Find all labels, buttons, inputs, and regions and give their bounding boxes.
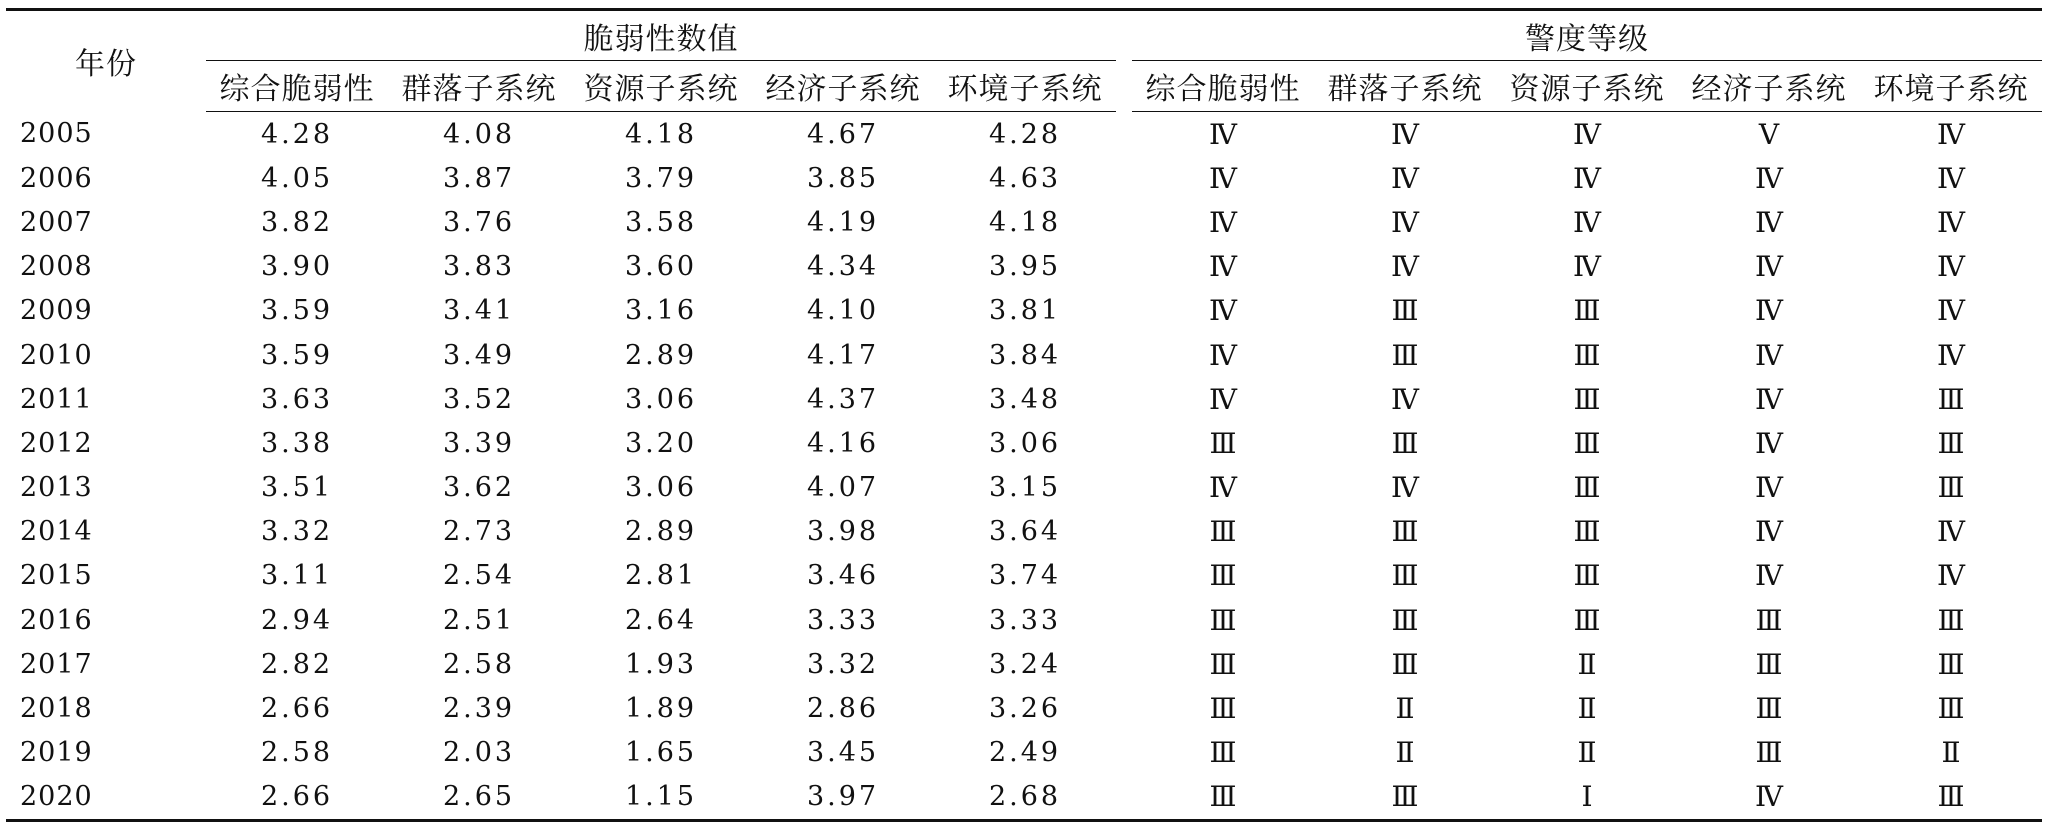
grade-cell: Ⅲ bbox=[1573, 559, 1601, 593]
row-gap bbox=[1116, 686, 1132, 730]
group-header-values-label: 脆弱性数值 bbox=[583, 22, 739, 57]
grade-cell: Ⅳ bbox=[1755, 161, 1783, 195]
value-cell: 3.81 bbox=[988, 295, 1062, 327]
value-cell: 2.65 bbox=[388, 775, 570, 821]
value-cell: 2.39 bbox=[442, 693, 516, 725]
value-cell: 3.49 bbox=[442, 339, 516, 371]
row-gap bbox=[1116, 200, 1132, 244]
value-cell: 3.06 bbox=[624, 472, 698, 504]
table-row bbox=[6, 156, 2042, 200]
grade-cell: Ⅳ bbox=[1755, 382, 1783, 416]
year-cell: 2019 bbox=[20, 737, 93, 769]
grade-cell: Ⅲ bbox=[1937, 603, 1965, 637]
grade-column-header: 综合脆弱性 bbox=[1132, 61, 1314, 112]
grade-cell: Ⅳ bbox=[1755, 338, 1783, 372]
table-row bbox=[6, 686, 2042, 730]
grade-cell: Ⅱ bbox=[1941, 736, 1961, 770]
year-cell: 2016 bbox=[20, 604, 93, 636]
value-cell: 2.66 bbox=[260, 693, 334, 725]
grade-cell: Ⅲ bbox=[1209, 559, 1237, 593]
value-cell: 3.83 bbox=[442, 251, 516, 283]
value-cell: 3.33 bbox=[988, 604, 1062, 636]
table-row bbox=[6, 510, 2042, 554]
value-cell: 2.49 bbox=[988, 737, 1062, 769]
grade-cell: Ⅲ bbox=[1391, 603, 1419, 637]
year-cell: 2013 bbox=[20, 472, 93, 504]
grade-cell: Ⅲ bbox=[1937, 692, 1965, 726]
year-cell: 2012 bbox=[20, 427, 93, 459]
grade-column-header: 资源子系统 bbox=[1496, 61, 1678, 112]
value-cell: 3.62 bbox=[442, 472, 516, 504]
grade-cell: Ⅳ bbox=[1391, 382, 1419, 416]
table-row bbox=[6, 200, 2042, 244]
grade-cell: Ⅳ bbox=[1573, 117, 1601, 151]
year-cell: 2010 bbox=[20, 339, 93, 371]
value-cell: 3.76 bbox=[442, 206, 516, 238]
grade-cell: Ⅱ bbox=[1395, 692, 1415, 726]
grade-cell: Ⅲ bbox=[1937, 471, 1965, 505]
row-gap bbox=[1116, 642, 1132, 686]
row-gap bbox=[1116, 731, 1132, 775]
value-cell: 3.20 bbox=[624, 427, 698, 459]
value-cell: 3.95 bbox=[988, 251, 1062, 283]
value-column-header: 经济子系统 bbox=[752, 61, 934, 112]
grade-cell: Ⅴ bbox=[1758, 117, 1780, 151]
grade-cell: Ⅳ bbox=[1755, 294, 1783, 328]
value-cell: 2.73 bbox=[442, 516, 516, 548]
grade-cell: Ⅳ bbox=[1755, 559, 1783, 593]
value-cell: 2.51 bbox=[442, 604, 516, 636]
grade-cell: Ⅲ bbox=[1391, 426, 1419, 460]
value-cell: 4.63 bbox=[988, 162, 1062, 194]
year-cell: 2009 bbox=[20, 295, 93, 327]
value-column-header: 资源子系统 bbox=[570, 61, 752, 112]
year-cell: 2011 bbox=[20, 383, 93, 415]
grade-cell: Ⅳ bbox=[1755, 426, 1783, 460]
header-row-groups bbox=[6, 10, 2042, 62]
value-cell: 3.79 bbox=[624, 162, 698, 194]
value-cell: 4.34 bbox=[806, 251, 880, 283]
value-cell: 3.33 bbox=[806, 604, 880, 636]
grade-cell: Ⅳ bbox=[1937, 161, 1965, 195]
grade-cell: Ⅱ bbox=[1577, 692, 1597, 726]
value-cell: 3.48 bbox=[988, 383, 1062, 415]
grade-cell: Ⅳ bbox=[1391, 117, 1419, 151]
grade-column-header: 环境子系统 bbox=[1860, 61, 2042, 112]
value-cell: 4.07 bbox=[806, 472, 880, 504]
value-cell: 3.15 bbox=[988, 472, 1062, 504]
vulnerability-table bbox=[6, 8, 2042, 822]
grade-cell: Ⅳ bbox=[1755, 515, 1783, 549]
table-row bbox=[6, 466, 2042, 510]
value-cell: 4.18 bbox=[988, 206, 1062, 238]
grade-cell: Ⅲ bbox=[1209, 692, 1237, 726]
group-header-values bbox=[206, 10, 1116, 62]
grade-cell: Ⅲ bbox=[1209, 736, 1237, 770]
row-gap bbox=[1116, 466, 1132, 510]
year-cell: 2007 bbox=[20, 206, 93, 238]
table-row bbox=[6, 289, 2042, 333]
grade-cell: Ⅲ bbox=[1209, 426, 1237, 460]
grade-cell: Ⅳ bbox=[1937, 515, 1965, 549]
row-gap bbox=[1116, 156, 1132, 200]
value-cell: 3.85 bbox=[806, 162, 880, 194]
value-cell: 4.08 bbox=[442, 118, 516, 150]
value-cell: 2.86 bbox=[806, 693, 880, 725]
table-row bbox=[6, 333, 2042, 377]
table-row bbox=[6, 598, 2042, 642]
grade-cell: Ⅳ bbox=[1209, 117, 1237, 151]
group-header-grades-label: 警度等级 bbox=[1525, 22, 1649, 57]
row-gap bbox=[1116, 377, 1132, 421]
value-cell: 2.66 bbox=[206, 775, 388, 821]
grade-cell: Ⅳ bbox=[1391, 250, 1419, 284]
year-cell: 2020 bbox=[6, 775, 206, 821]
table-row bbox=[6, 377, 2042, 421]
grade-cell: Ⅲ bbox=[1860, 775, 2042, 821]
value-cell: 4.67 bbox=[806, 118, 880, 150]
value-cell: 3.24 bbox=[988, 648, 1062, 680]
grade-cell: Ⅳ bbox=[1937, 338, 1965, 372]
value-cell: 1.89 bbox=[624, 693, 698, 725]
value-cell: 3.39 bbox=[442, 427, 516, 459]
grade-cell: Ⅳ bbox=[1937, 117, 1965, 151]
table-row bbox=[6, 731, 2042, 775]
grade-cell: Ⅲ bbox=[1755, 736, 1783, 770]
row-gap bbox=[1116, 421, 1132, 465]
value-column-header: 环境子系统 bbox=[934, 61, 1116, 112]
value-cell: 3.84 bbox=[988, 339, 1062, 371]
grade-cell: Ⅳ bbox=[1678, 775, 1860, 821]
value-cell: 3.82 bbox=[260, 206, 334, 238]
value-column-header: 综合脆弱性 bbox=[206, 61, 388, 112]
grade-cell: Ⅳ bbox=[1209, 205, 1237, 239]
value-cell: 4.37 bbox=[806, 383, 880, 415]
group-grades-underline bbox=[1132, 60, 2042, 61]
year-header: 年份 bbox=[6, 10, 206, 112]
grade-cell: Ⅳ bbox=[1391, 161, 1419, 195]
value-cell: 2.89 bbox=[624, 339, 698, 371]
grade-cell: Ⅲ bbox=[1937, 426, 1965, 460]
value-cell: 3.59 bbox=[260, 339, 334, 371]
grade-cell: Ⅲ bbox=[1937, 647, 1965, 681]
grade-cell: Ⅲ bbox=[1573, 382, 1601, 416]
grade-cell: Ⅳ bbox=[1209, 250, 1237, 284]
grade-cell: Ⅱ bbox=[1577, 736, 1597, 770]
table-row bbox=[6, 775, 2042, 821]
grade-cell: Ⅲ bbox=[1132, 775, 1314, 821]
value-cell: 3.45 bbox=[806, 737, 880, 769]
value-cell: 3.16 bbox=[624, 295, 698, 327]
value-cell: 2.64 bbox=[624, 604, 698, 636]
table-header bbox=[6, 10, 2042, 112]
value-cell: 4.18 bbox=[624, 118, 698, 150]
grade-cell: Ⅲ bbox=[1314, 775, 1496, 821]
value-cell: 3.98 bbox=[806, 516, 880, 548]
value-cell: 1.65 bbox=[624, 737, 698, 769]
year-cell: 2005 bbox=[20, 118, 93, 150]
value-cell: 3.46 bbox=[806, 560, 880, 592]
group-gap bbox=[1116, 10, 1132, 62]
value-cell: 4.05 bbox=[260, 162, 334, 194]
table-row bbox=[6, 245, 2042, 289]
value-cell: 3.74 bbox=[988, 560, 1062, 592]
value-cell: 2.94 bbox=[260, 604, 334, 636]
grade-cell: Ⅲ bbox=[1209, 647, 1237, 681]
header-row-columns bbox=[6, 61, 2042, 112]
value-cell: 3.58 bbox=[624, 206, 698, 238]
row-gap bbox=[1116, 112, 1132, 157]
value-cell: 3.26 bbox=[988, 693, 1062, 725]
grade-cell: Ⅳ bbox=[1209, 161, 1237, 195]
grade-cell: Ⅲ bbox=[1755, 647, 1783, 681]
value-cell: 2.82 bbox=[260, 648, 334, 680]
group-values-underline bbox=[206, 60, 1116, 61]
grade-cell: Ⅳ bbox=[1209, 382, 1237, 416]
value-cell: 3.06 bbox=[988, 427, 1062, 459]
grade-cell: Ⅲ bbox=[1573, 603, 1601, 637]
grade-cell: Ⅳ bbox=[1209, 338, 1237, 372]
grade-cell: Ⅲ bbox=[1391, 559, 1419, 593]
table-row bbox=[6, 642, 2042, 686]
value-cell: 3.52 bbox=[442, 383, 516, 415]
value-cell: 3.32 bbox=[260, 516, 334, 548]
row-gap bbox=[1116, 510, 1132, 554]
grade-cell: Ⅳ bbox=[1755, 471, 1783, 505]
value-cell: 2.68 bbox=[934, 775, 1116, 821]
value-cell: 3.63 bbox=[260, 383, 334, 415]
value-cell: 3.11 bbox=[260, 560, 334, 592]
year-cell: 2018 bbox=[20, 693, 93, 725]
grade-cell: Ⅲ bbox=[1573, 294, 1601, 328]
grade-cell: Ⅳ bbox=[1937, 559, 1965, 593]
value-cell: 2.89 bbox=[624, 516, 698, 548]
year-cell: 2006 bbox=[20, 162, 93, 194]
value-cell: 4.28 bbox=[988, 118, 1062, 150]
grade-cell: Ⅲ bbox=[1573, 426, 1601, 460]
grade-column-header: 经济子系统 bbox=[1678, 61, 1860, 112]
year-cell: 2017 bbox=[20, 648, 93, 680]
value-cell: 2.81 bbox=[624, 560, 698, 592]
value-cell: 4.17 bbox=[806, 339, 880, 371]
grade-cell: Ⅳ bbox=[1391, 205, 1419, 239]
value-cell: 2.54 bbox=[442, 560, 516, 592]
grade-cell: Ⅳ bbox=[1573, 250, 1601, 284]
grade-column-header: 群落子系统 bbox=[1314, 61, 1496, 112]
grade-cell: Ⅳ bbox=[1937, 205, 1965, 239]
year-cell: 2015 bbox=[20, 560, 93, 592]
grade-cell: Ⅲ bbox=[1391, 515, 1419, 549]
year-cell: 2014 bbox=[20, 516, 93, 548]
grade-cell: Ⅳ bbox=[1755, 250, 1783, 284]
value-cell: 4.19 bbox=[806, 206, 880, 238]
grade-cell: Ⅲ bbox=[1391, 338, 1419, 372]
grade-cell: Ⅲ bbox=[1209, 515, 1237, 549]
value-cell: 3.41 bbox=[442, 295, 516, 327]
grade-cell: Ⅳ bbox=[1391, 471, 1419, 505]
value-cell: 3.32 bbox=[806, 648, 880, 680]
column-gap bbox=[1116, 61, 1132, 112]
row-gap bbox=[1116, 333, 1132, 377]
grade-cell: Ⅲ bbox=[1937, 382, 1965, 416]
table-row bbox=[6, 421, 2042, 465]
value-cell: 3.60 bbox=[624, 251, 698, 283]
row-gap bbox=[1116, 245, 1132, 289]
value-cell: 3.38 bbox=[260, 427, 334, 459]
value-cell: 3.59 bbox=[260, 295, 334, 327]
row-gap bbox=[1116, 289, 1132, 333]
group-header-grades bbox=[1132, 10, 2042, 62]
value-cell: 3.51 bbox=[260, 472, 334, 504]
grade-cell: Ⅲ bbox=[1755, 603, 1783, 637]
value-cell: 2.58 bbox=[442, 648, 516, 680]
table-body bbox=[6, 112, 2042, 821]
value-cell: 3.06 bbox=[624, 383, 698, 415]
grade-cell: Ⅲ bbox=[1573, 338, 1601, 372]
grade-cell: Ⅲ bbox=[1755, 692, 1783, 726]
grade-cell: Ⅳ bbox=[1937, 250, 1965, 284]
grade-cell: Ⅳ bbox=[1573, 205, 1601, 239]
row-gap bbox=[1116, 775, 1132, 821]
grade-cell: Ⅱ bbox=[1395, 736, 1415, 770]
value-cell: 1.15 bbox=[570, 775, 752, 821]
value-cell: 2.58 bbox=[260, 737, 334, 769]
grade-cell: Ⅲ bbox=[1391, 294, 1419, 328]
year-cell: 2008 bbox=[20, 251, 93, 283]
value-cell: 1.93 bbox=[624, 648, 698, 680]
grade-cell: Ⅲ bbox=[1573, 515, 1601, 549]
value-cell: 3.90 bbox=[260, 251, 334, 283]
value-cell: 4.28 bbox=[260, 118, 334, 150]
value-cell: 4.16 bbox=[806, 427, 880, 459]
value-cell: 4.10 bbox=[806, 295, 880, 327]
value-cell: 2.03 bbox=[442, 737, 516, 769]
grade-cell: Ⅳ bbox=[1755, 205, 1783, 239]
row-gap bbox=[1116, 598, 1132, 642]
grade-cell: Ⅰ bbox=[1496, 775, 1678, 821]
grade-cell: Ⅳ bbox=[1209, 294, 1237, 328]
row-gap bbox=[1116, 554, 1132, 598]
grade-cell: Ⅲ bbox=[1209, 603, 1237, 637]
value-cell: 3.64 bbox=[988, 516, 1062, 548]
vulnerability-table-container bbox=[6, 8, 2042, 822]
value-cell: 3.87 bbox=[442, 162, 516, 194]
grade-cell: Ⅲ bbox=[1391, 647, 1419, 681]
grade-cell: Ⅳ bbox=[1209, 471, 1237, 505]
grade-cell: Ⅱ bbox=[1577, 647, 1597, 681]
grade-cell: Ⅳ bbox=[1937, 294, 1965, 328]
grade-cell: Ⅲ bbox=[1573, 471, 1601, 505]
grade-cell: Ⅳ bbox=[1573, 161, 1601, 195]
value-cell: 3.97 bbox=[752, 775, 934, 821]
table-row bbox=[6, 112, 2042, 157]
value-column-header: 群落子系统 bbox=[388, 61, 570, 112]
table-row bbox=[6, 554, 2042, 598]
